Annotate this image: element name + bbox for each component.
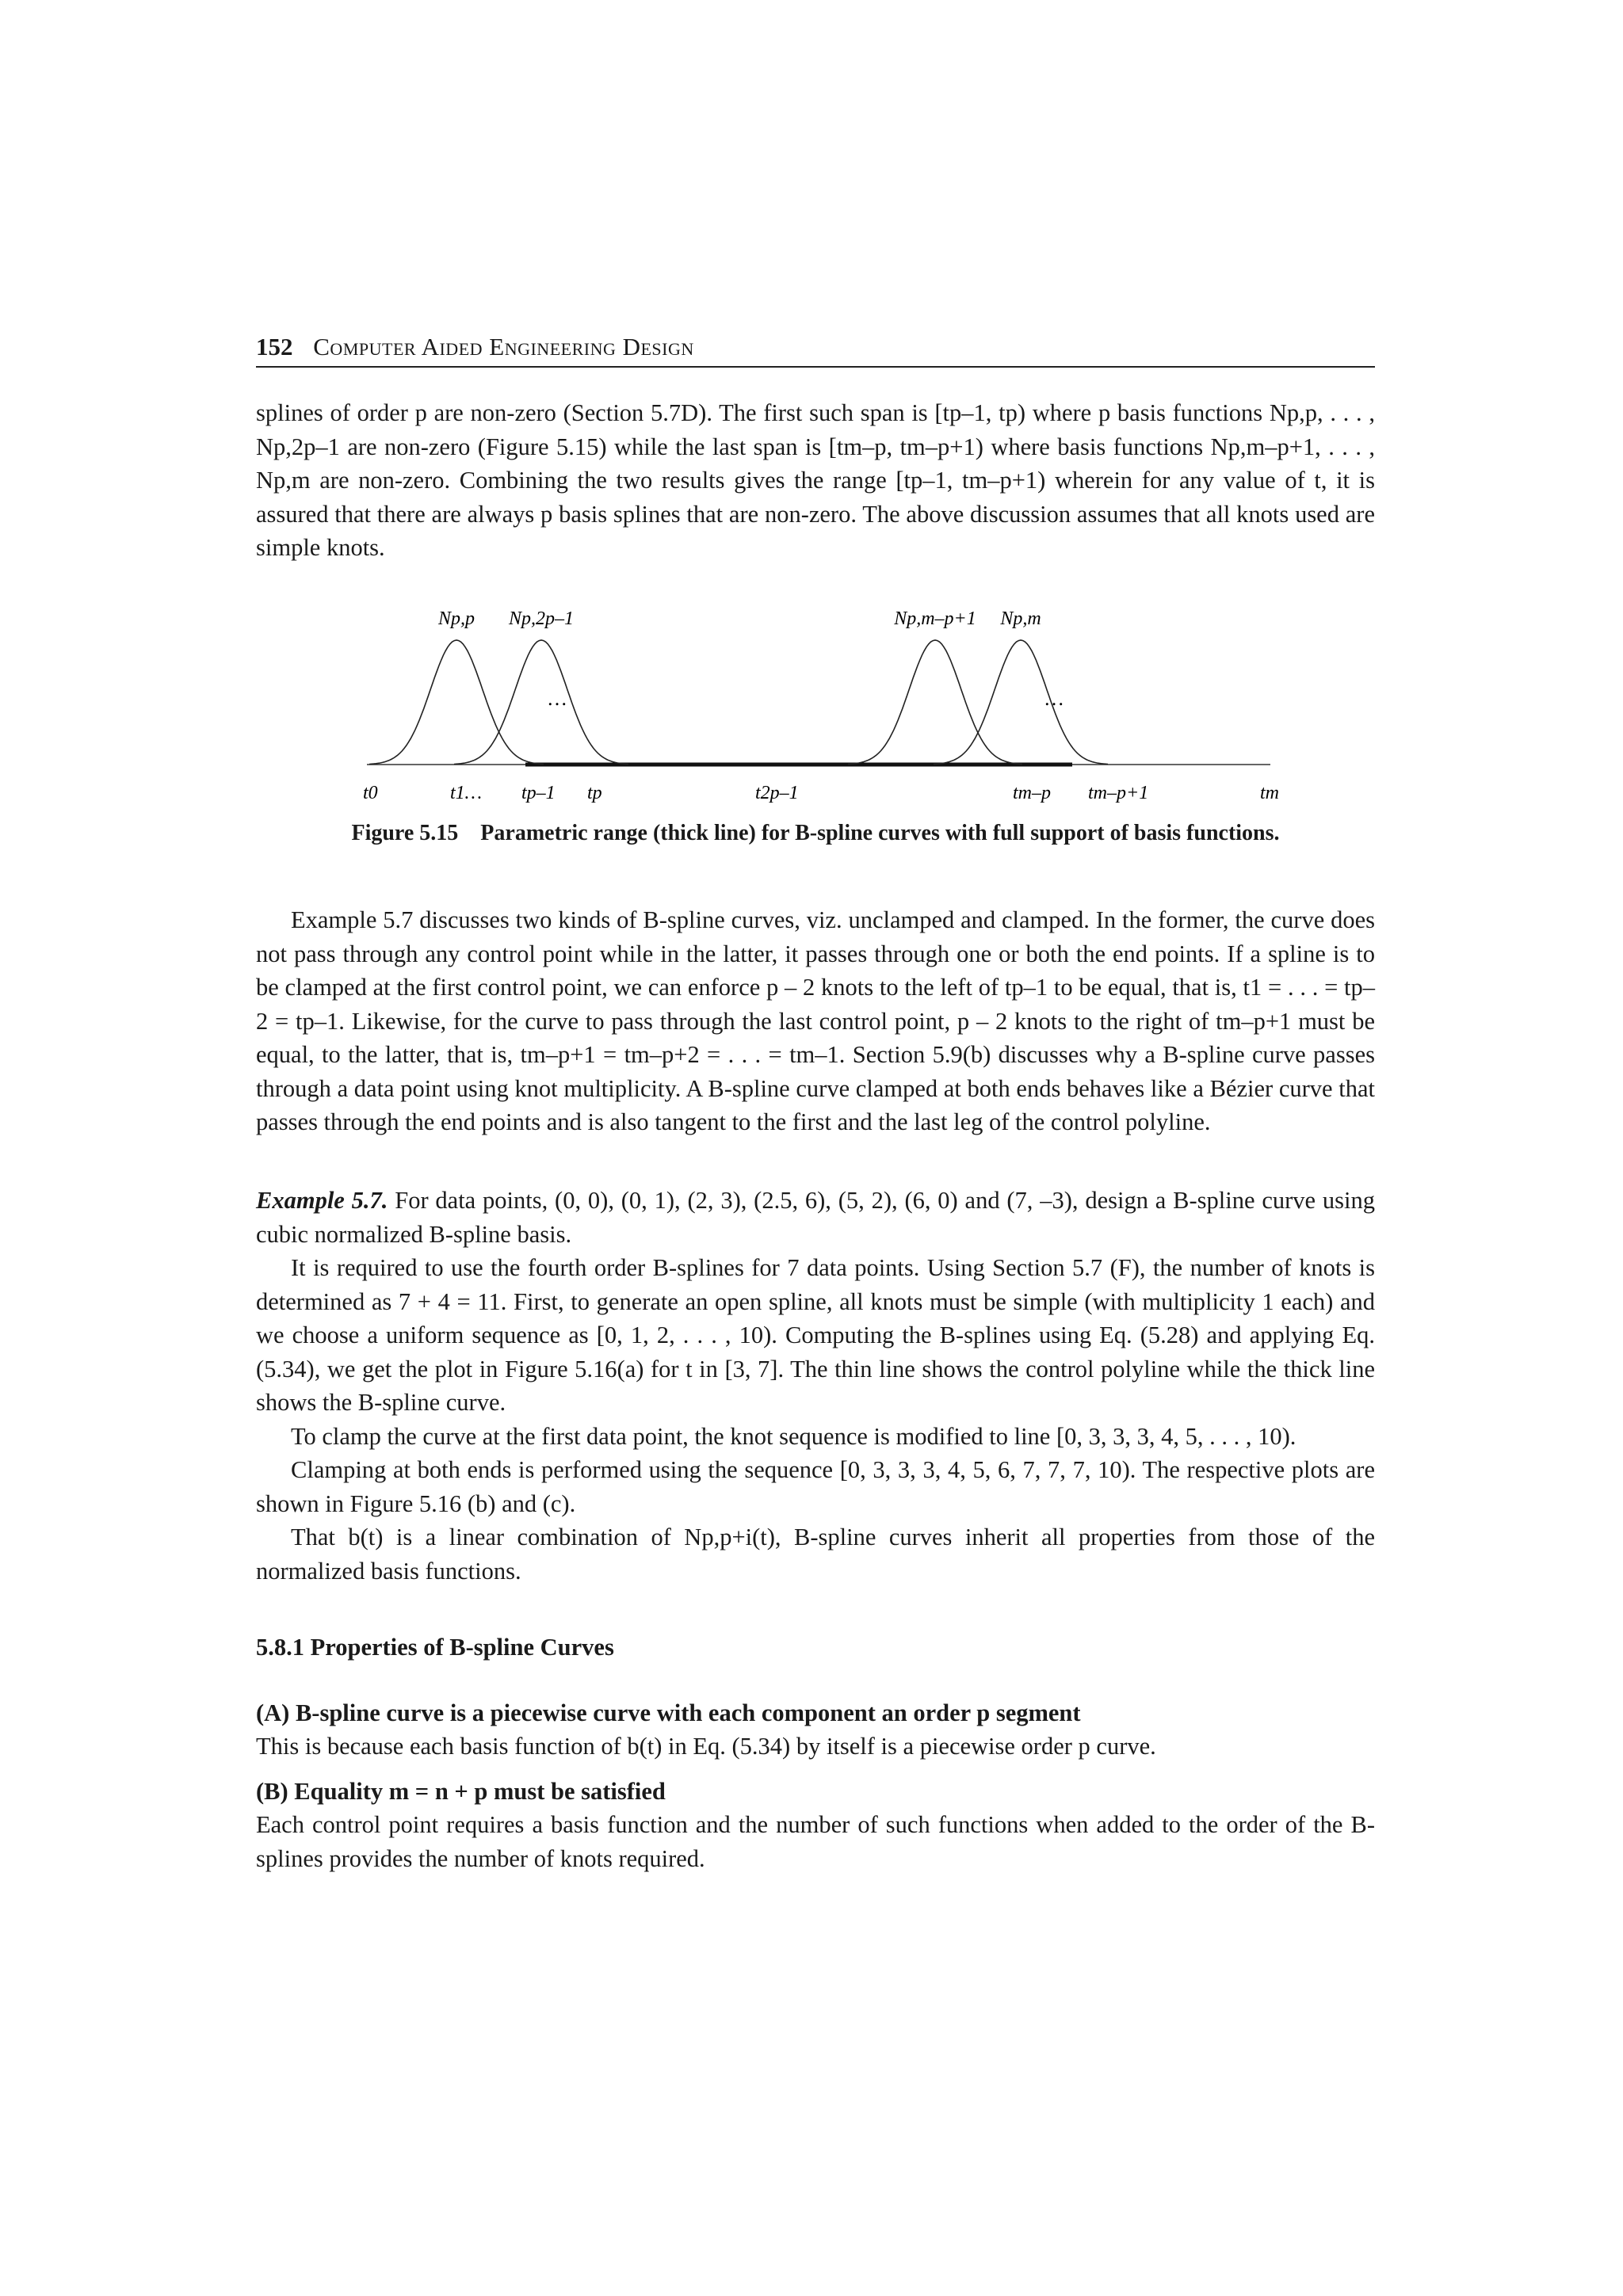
knot-label-2: t1… (450, 783, 483, 803)
basis-curve-1 (369, 640, 544, 765)
example-paragraph-1: It is required to use the fourth order B-splines for 7 data points. Using Section 5.7 (F), the number of knots is determined as 7 + 4 = 11. First, to generate an open spline, all knots must be simple (with multiplicity 1 each) and we choose a uniform sequence as [0, 1, 2, . . . , 10). Computing the B-splines using Eq. (5.28) and applying Eq. (5.34), we get the plot in Figure 5.16(a) for t in [3, 7]. The thin line shows the control polyline while the thick line shows the B-spline curve. (256, 1254, 1375, 1416)
figure-caption (256, 818, 1375, 849)
knot-label-6: tm–p (1013, 783, 1051, 803)
section-5-8-1 (256, 1630, 1375, 1875)
curve-label-1: Np,p (437, 608, 475, 629)
page-number: 152 (256, 333, 293, 360)
caption-text: Parametric range (thick line) for B-spline curves with full support of basis functions. (480, 821, 1280, 845)
basis-curve-4 (934, 640, 1108, 765)
property-a-text: This is because each basis function of b(t) in Eq. (5.34) by itself is a piecewise order p curve. (256, 1733, 1156, 1760)
knot-labels (363, 783, 1279, 803)
basis-curve-3 (848, 640, 1022, 765)
basis-curve-2 (454, 640, 628, 765)
basis-curves (369, 640, 1108, 765)
book-title: Computer Aided Engineering Design (313, 333, 694, 360)
figure-5-15 (256, 593, 1375, 830)
knot-label-8: tm (1260, 783, 1279, 803)
running-head (256, 331, 1375, 368)
knot-label-3: tp–1 (521, 783, 556, 803)
example-block (256, 1184, 1375, 1588)
knot-label-5: t2p–1 (755, 783, 799, 803)
clamped-paragraph-text: Example 5.7 discusses two kinds of B-spline curves, viz. unclamped and clamped. In the former, the curve does not pass through any control point while in the latter, it passes through one or both the end points. If a spline is to be clamped at the first control point, we can enforce p – 2 knots to the left of tp–1 to be equal, that is, t1 = . . . = tp–2 = tp–1. Likewise, for the curve to pass through the last control point, p – 2 knots to the right of tm–p+1 must be equal, to the latter, that is, tm–p+1 = tm–p+2 = . . . = tm–1. Section 5.9(b) discusses why a B-spline curve passes through a data point using knot multiplicity. A B-spline curve clamped at both ends behaves like a Bézier curve that passes through the end points and is also tangent to the first and the last leg of the control polyline. (256, 906, 1375, 1135)
curve-label-3: Np,m–p+1 (894, 608, 976, 629)
intro-paragraph-text: splines of order p are non-zero (Section 5.7D). The first such span is [tp–1, tp) where p basis functions Np,p, . . . , Np,2p–1 are non-zero (Figure 5.15) while the last span is [tm–p, tm–p+1) where basis functions Np,m–p+1, . . . , Np,m are non-zero. Combining the two results gives the range [tp–1, tm–p+1) wherein for any value of t, it is assured that there are always p basis splines that are non-zero. The above discussion assumes that all knots used are simple knots. (256, 399, 1375, 561)
property-b-text: Each control point requires a basis function and the number of such functions when added to the order of the B-splines provides the number of knots required. (256, 1811, 1375, 1872)
knot-label-4: tp (587, 783, 602, 803)
example-label: Example 5.7. (256, 1187, 388, 1214)
ellipsis-left: … (547, 687, 567, 710)
caption-label: Figure 5.15 (351, 821, 459, 845)
example-paragraph-2: To clamp the curve at the first data point, the knot sequence is modified to line [0, 3, 3, 3, 4, 5, . . . , 10). (291, 1422, 1296, 1450)
example-paragraph-4: That b(t) is a linear combination of Np,p+i(t), B-spline curves inherit all properties from those of the normalized basis functions. (256, 1524, 1375, 1585)
basis-curve-labels (437, 608, 1041, 629)
property-b-heading: (B) Equality m = n + p must be satisfied (256, 1777, 666, 1805)
property-a-heading: (A) B-spline curve is a piecewise curve with each component an order p segment (256, 1699, 1081, 1726)
section-heading: 5.8.1 Properties of B-spline Curves (256, 1634, 614, 1661)
knot-label-1: t0 (363, 783, 378, 803)
example-statement: For data points, (0, 0), (0, 1), (2, 3), (2.5, 6), (5, 2), (6, 0) and (7, –3), design a B-spline curve using cubic normalized B-spline basis. (256, 1187, 1375, 1248)
curve-label-2: Np,2p–1 (508, 608, 575, 629)
basis-function-diagram (256, 593, 1375, 822)
ellipsis-right: … (1044, 687, 1064, 710)
curve-label-4: Np,m (1000, 608, 1041, 629)
clamped-paragraph (256, 903, 1375, 1139)
example-statement-line (256, 1184, 1375, 1251)
example-paragraph-3: Clamping at both ends is performed using the sequence [0, 3, 3, 3, 4, 5, 6, 7, 7, 7, 10). The respective plots are shown in Figure 5.16 (b) and (c). (256, 1456, 1375, 1517)
intro-paragraph (256, 396, 1375, 565)
knot-label-7: tm–p+1 (1088, 783, 1149, 803)
